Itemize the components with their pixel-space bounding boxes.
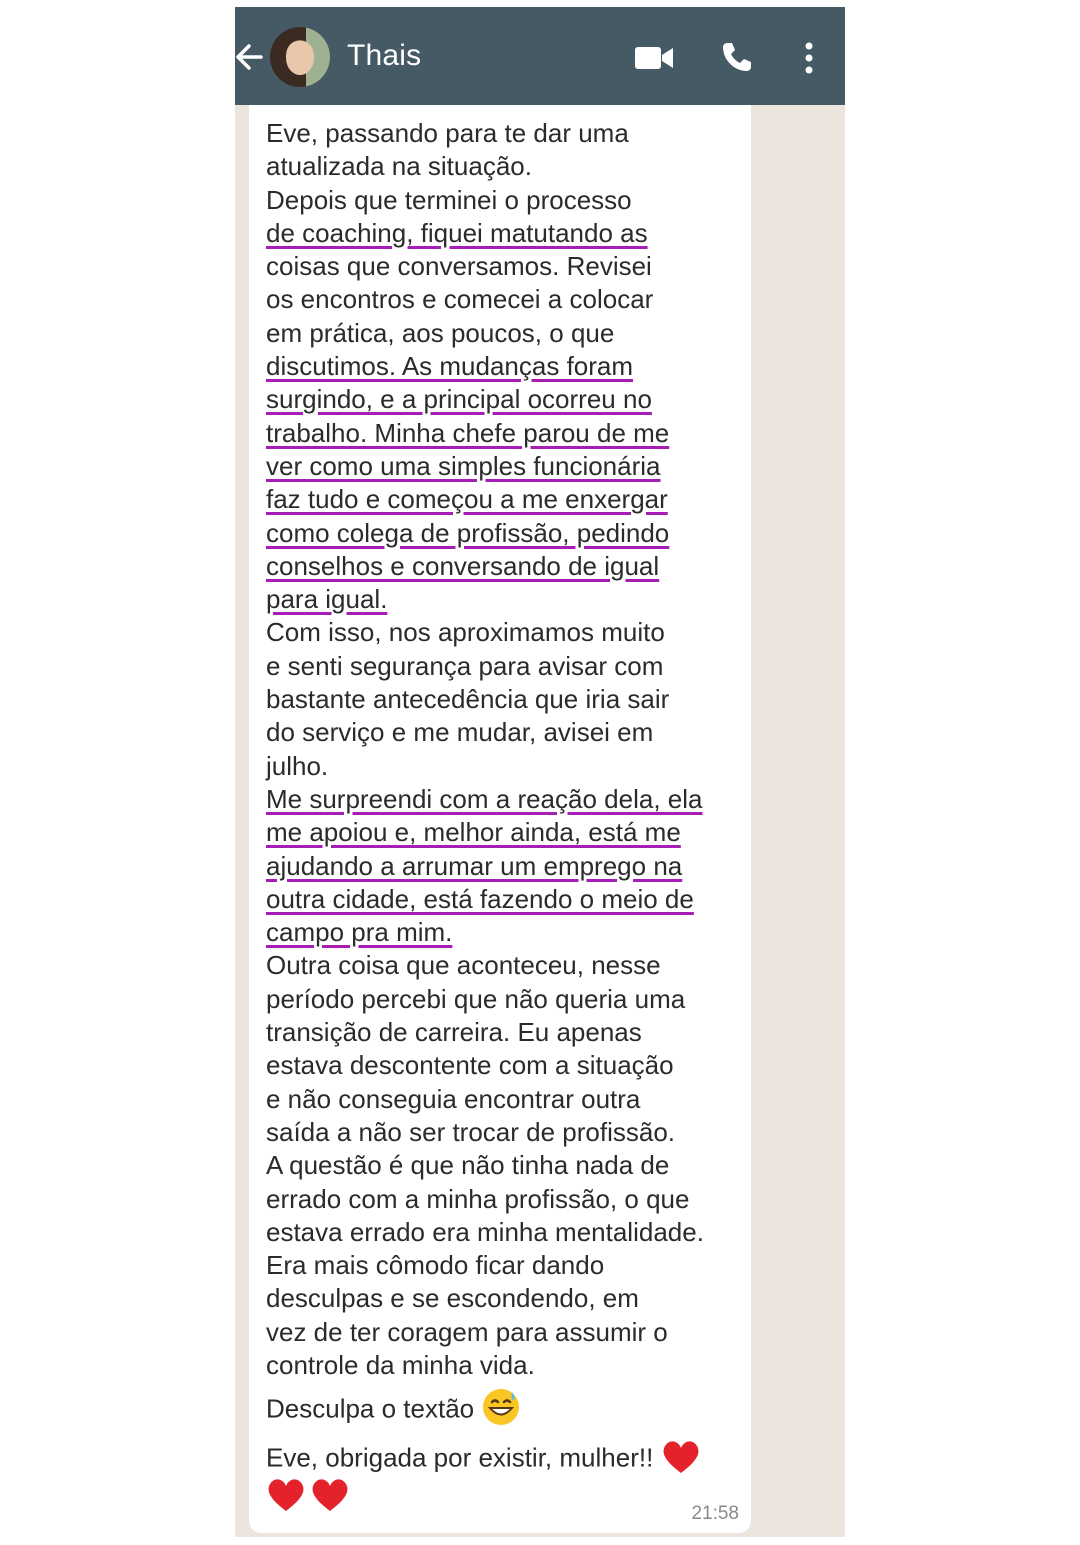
sorry-text: Desculpa o textão (266, 1393, 475, 1424)
message-line-highlighted: ajudando a arrumar um emprego na (266, 850, 683, 881)
thanks-text: Eve, obrigada por existir, mulher!! (266, 1442, 654, 1473)
message-line: bastante antecedência que iria sair (266, 684, 670, 715)
chat-screen (235, 7, 845, 1537)
more-vert-icon[interactable] (801, 41, 817, 75)
message-line-highlighted: campo pra mim. (266, 917, 453, 948)
message-text (266, 117, 704, 1382)
message-line-highlighted: outra cidade, está fazendo o meio de (266, 883, 694, 914)
grinning-sweat-emoji (481, 1387, 521, 1434)
message-line: A questão é que não tinha nada de (266, 1150, 670, 1181)
phone-call-icon[interactable] (721, 41, 753, 73)
message-line: transição de carreira. Eu apenas (266, 1017, 642, 1048)
sorry-line (266, 1387, 521, 1434)
message-line: errado com a minha profissão, o que (266, 1183, 690, 1214)
message-line-highlighted: para igual. (266, 584, 388, 615)
chat-header (235, 7, 845, 105)
red-heart-emoji (661, 1437, 701, 1482)
message-line-highlighted: Me surpreendi com a reação dela, ela (266, 783, 703, 814)
message-line: os encontros e comecei a colocar (266, 284, 654, 315)
contact-avatar[interactable] (270, 27, 330, 87)
message-line: controle da minha vida. (266, 1349, 535, 1380)
message-line-highlighted: me apoiou e, melhor ainda, está me (266, 817, 681, 848)
message-line: julho. (266, 750, 329, 781)
message-line: desculpas e se escondendo, em (266, 1283, 639, 1314)
message-line: e não conseguia encontrar outra (266, 1083, 641, 1114)
message-line: em prática, aos poucos, o que (266, 317, 615, 348)
message-line-highlighted: surgindo, e a principal ocorreu no (266, 384, 652, 415)
message-line: e senti segurança para avisar com (266, 650, 664, 681)
message-line-highlighted: conselhos e conversando de igual (266, 550, 660, 581)
message-line: coisas que conversamos. Revisei (266, 251, 652, 282)
red-heart-emoji (310, 1475, 350, 1518)
avatar-face (286, 41, 314, 75)
message-line: saída a não ser trocar de profissão. (266, 1116, 676, 1147)
message-line: período percebi que não queria uma (266, 983, 686, 1014)
message-line: estava descontente com a situação (266, 1050, 674, 1081)
back-arrow-icon[interactable] (235, 37, 265, 77)
message-line: vez de ter coragem para assumir o (266, 1316, 668, 1347)
contact-name[interactable]: Thais (347, 39, 422, 72)
message-line-highlighted: ver como uma simples funcionária (266, 450, 661, 481)
message-bubble[interactable] (249, 105, 751, 1533)
message-line-highlighted: de coaching, fiquei matutando as (266, 217, 648, 248)
message-line: estava errado era minha mentalidade. (266, 1216, 704, 1247)
message-line: atualizada na situação. (266, 151, 532, 182)
message-line-highlighted: discutimos. As mudanças foram (266, 351, 634, 382)
message-line: Era mais cômodo ficar dando (266, 1250, 605, 1281)
message-line: Depois que terminei o processo (266, 184, 632, 215)
message-timestamp: 21:58 (691, 1503, 739, 1524)
red-heart-emoji (266, 1475, 306, 1518)
message-line: do serviço e me mudar, avisei em (266, 717, 654, 748)
message-line-highlighted: faz tudo e começou a me enxergar (266, 484, 668, 515)
hearts-row (266, 1475, 350, 1518)
message-line: Outra coisa que aconteceu, nesse (266, 950, 661, 981)
message-line-highlighted: trabalho. Minha chefe parou de me (266, 417, 670, 448)
message-line: Com isso, nos aproximamos muito (266, 617, 665, 648)
message-line-highlighted: como colega de profissão, pedindo (266, 517, 670, 548)
video-call-icon[interactable] (635, 45, 673, 71)
message-line: Eve, passando para te dar uma (266, 118, 629, 148)
